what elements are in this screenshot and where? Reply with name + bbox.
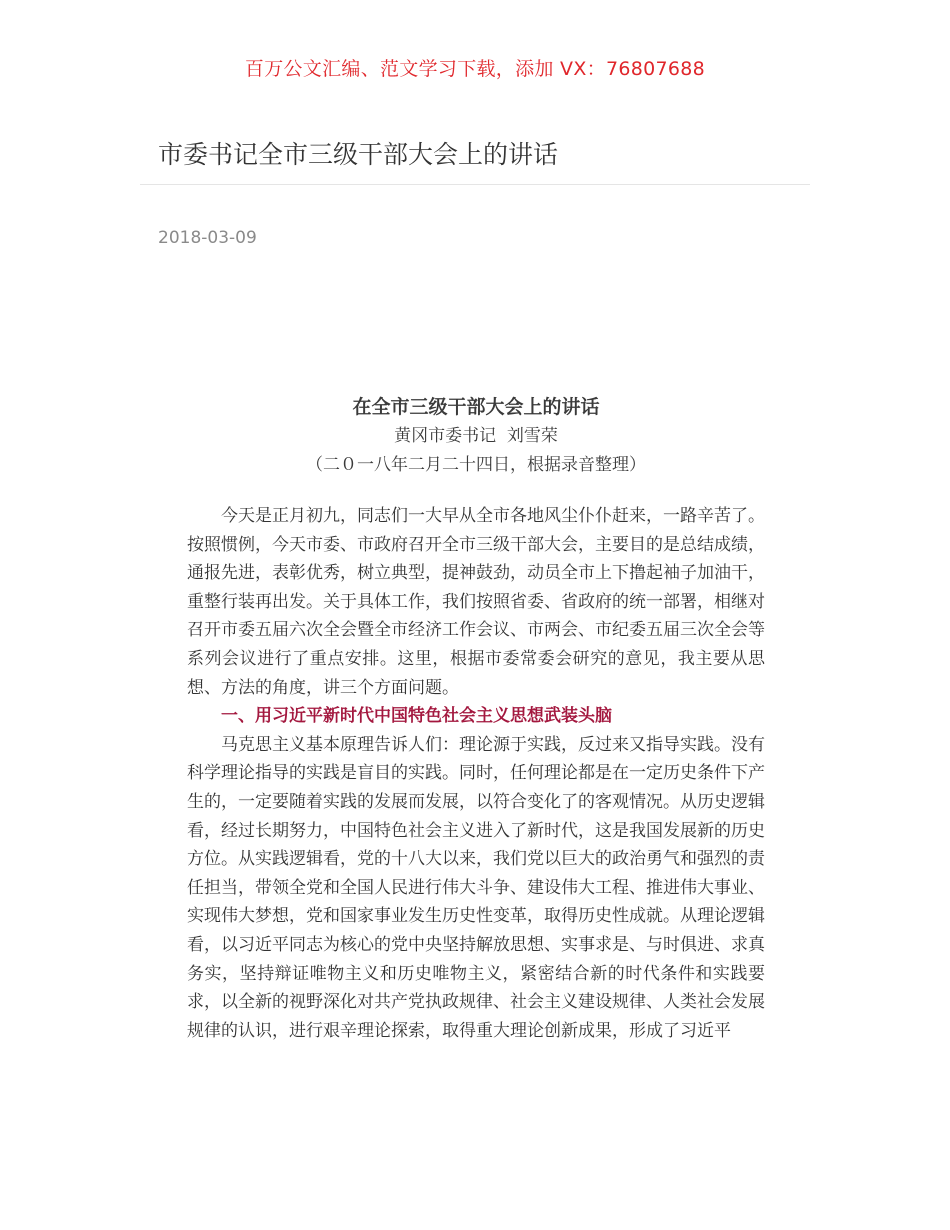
article-body (187, 392, 765, 1045)
speech-note: （二０一八年二月二十四日，根据录音整理） (306, 455, 646, 475)
paragraph-intro: 今天是正月初九，同志们一大早从全市各地风尘仆仆赶来，一路辛苦了。按照惯例，今天市委、市政府召开全市三级干部大会，主要目的是总结成绩，通报先进，表彰优秀，树立典型，提神鼓劲，动员全市上下撸起袖子加油干，重整行装再出发。关于具体工作，我们按照省委、省政府的统一部署，相继对召开市委五届六次全会暨全市经济工作会议、市两会、市纪委五届三次全会等系列会议进行了重点安排。这里，根据市委常委会研究的意见，我主要从思想、方法的角度，讲三个方面问题。 (187, 506, 765, 698)
promo-banner: 百万公文汇编、范文学习下载，添加 VX：76807688 (244, 58, 706, 80)
speech-title: 在全市三级干部大会上的讲话 (352, 396, 600, 418)
spacer (187, 480, 765, 502)
section-heading-1: 一、用习近平新时代中国特色社会主义思想武装头脑 (221, 706, 612, 727)
title-divider (140, 184, 810, 185)
page-title: 市委书记全市三级干部大会上的讲话 (158, 140, 559, 169)
publish-date: 2018-03-09 (158, 228, 257, 248)
speech-speaker: 黄冈市委书记 刘雪荣 (394, 426, 558, 446)
paragraph-section-1: 马克思主义基本原理告诉人们：理论源于实践，反过来又指导实践。没有科学理论指导的实践是盲目的实践。同时，任何理论都是在一定历史条件下产生的，一定要随着实践的发展而发展，以符合变化了的客观情况。从历史逻辑看，经过长期努力，中国特色社会主义进入了新时代，这是我国发展新的历史方位。从实践逻辑看，党的十八大以来，我们党以巨大的政治勇气和强烈的责任担当，带领全党和全国人民进行伟大斗争、建设伟大工程、推进伟大事业、实现伟大梦想，党和国家事业发生历史性变革，取得历史性成就。从理论逻辑看，以习近平同志为核心的党中央坚持解放思想、实事求是、与时俱进、求真务实，坚持辩证唯物主义和历史唯物主义，紧密结合新的时代条件和实践要求，以全新的视野深化对共产党执政规律、社会主义建设规律、人类社会发展规律的认识，进行艰辛理论探索，取得重大理论创新成果，形成了习近平 (187, 734, 765, 1041)
